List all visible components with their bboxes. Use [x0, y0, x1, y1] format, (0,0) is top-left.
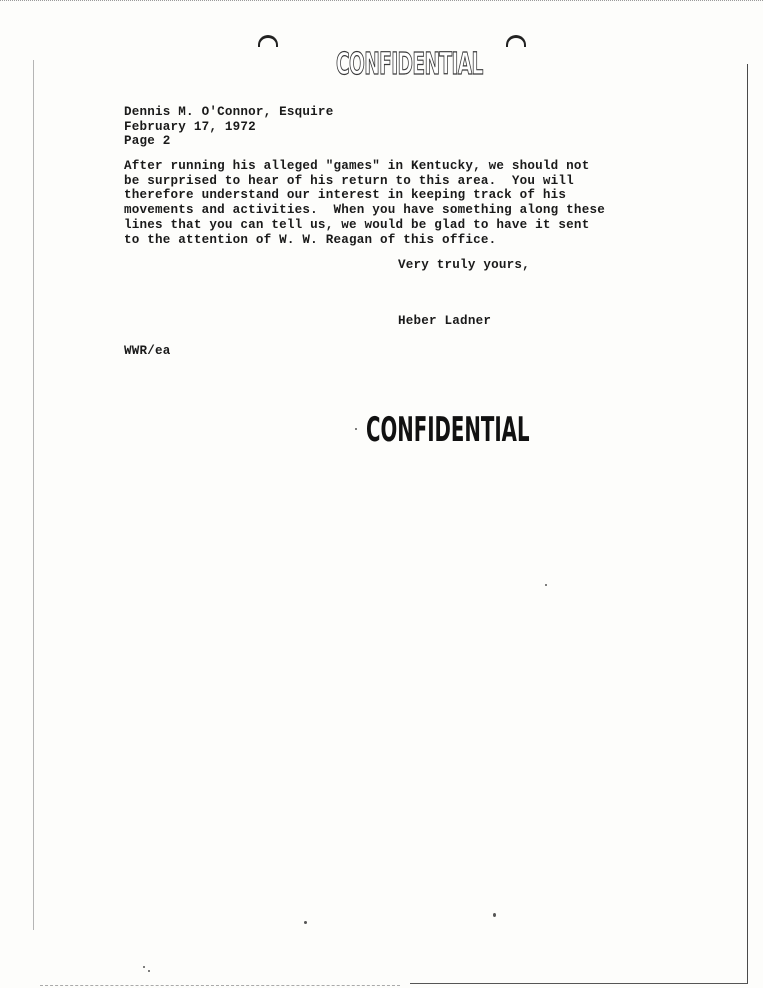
signature-name: Heber Ladner [398, 314, 492, 328]
confidential-stamp-top: CONFIDENTIAL [336, 47, 483, 82]
ink-speck [304, 921, 307, 924]
left-margin-line [33, 60, 34, 930]
ink-speck [355, 428, 357, 430]
bottom-edge-line [410, 983, 748, 984]
page-number: Page 2 [124, 134, 171, 149]
body-line: to the attention of W. W. Reagan of this office. [124, 232, 497, 247]
top-edge-dots [0, 0, 763, 5]
letter-header [124, 105, 333, 149]
body-line: lines that you can tell us, we would be glad to have it sent [124, 217, 590, 232]
binder-hole-left [258, 35, 278, 47]
confidential-stamp-bottom: CONFIDENTIAL [366, 410, 530, 450]
body-line: After running his alleged "games" in Kentucky, we should not [124, 159, 590, 173]
closing-line: Very truly yours, [398, 258, 530, 272]
body-paragraph [124, 159, 605, 247]
bottom-edge-dashes [40, 985, 400, 987]
right-margin-line [747, 64, 748, 984]
body-line: be surprised to hear of his return to this area. You will [124, 173, 574, 188]
ink-speck [148, 970, 150, 972]
ink-speck [143, 966, 145, 968]
recipient-line: Dennis M. O'Connor, Esquire [124, 105, 334, 119]
ink-speck [493, 913, 496, 917]
body-line: therefore understand our interest in keeping track of his [124, 188, 567, 203]
ink-speck [545, 584, 547, 586]
binder-hole-right [506, 35, 526, 47]
date-line: February 17, 1972 [124, 119, 256, 134]
typist-initials: WWR/ea [124, 344, 171, 358]
body-line: movements and activities. When you have something along these [124, 203, 605, 218]
